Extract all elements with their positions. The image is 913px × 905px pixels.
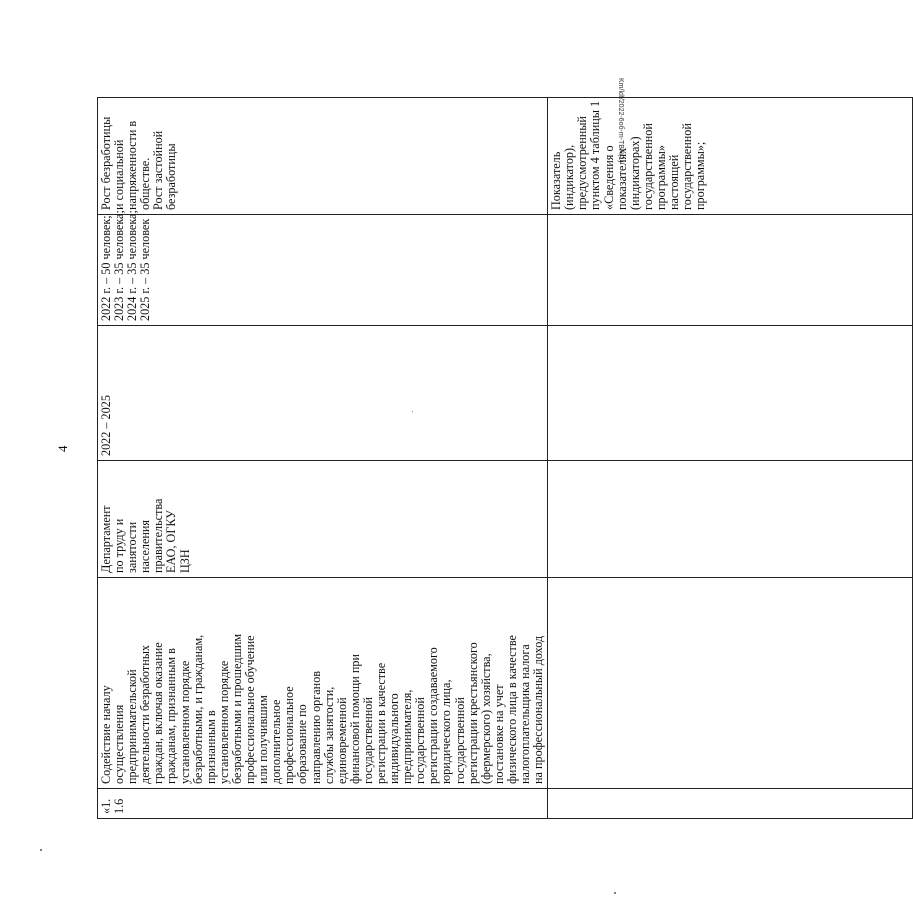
target-text-line: 2025 г. – 35 человек — [138, 218, 153, 321]
event-text-line: Содействие началу — [99, 685, 113, 784]
event-text-line: единовременной — [334, 697, 349, 784]
indicator-text-line: Показатель — [549, 151, 564, 210]
event-text-line: профессиональное — [282, 686, 297, 784]
executor-text-line: ЦЗН — [177, 549, 192, 573]
event-text-line: признанным в — [203, 710, 218, 784]
event-text-line: регистрации в качестве — [373, 662, 388, 784]
document-code: Km/ldf/2022-6oб-m-TBH(1) — [617, 78, 624, 163]
blank-cell — [548, 578, 913, 789]
event-text-line: деятельности безработных — [138, 645, 153, 784]
event-text-line: осуществления — [112, 704, 127, 784]
event-text-line: образование по — [295, 704, 310, 784]
indicator-text-line: государственной — [680, 123, 695, 210]
event-text-line: индивидуального — [387, 693, 402, 784]
scan-speck — [614, 892, 616, 894]
table-row-continuation — [548, 98, 913, 819]
event-text-line: безработными и прошедшим — [229, 633, 244, 784]
indicator-text-line: программы» — [653, 145, 668, 210]
executor-text-line: ЕАО, ОГКУ — [164, 510, 179, 573]
target-text-line: 2023 г. – 35 человека; — [112, 210, 127, 321]
event-text-line: государственной — [452, 697, 467, 784]
event-text-line: гражданам, признанным в — [164, 648, 179, 784]
event-text-line: или получившим — [256, 695, 271, 784]
indicator-text-line: показателях — [614, 147, 629, 210]
event-text-line: службы занятости, — [321, 686, 336, 784]
indicator-text-line: программы»; — [693, 141, 708, 210]
indicator-text-line: (индикатор), — [562, 144, 577, 210]
indicator-text-line: пунктом 4 таблицы 1 — [588, 100, 603, 210]
target-text-line: 2024 г. – 35 человека; — [125, 210, 140, 321]
page-number: 4 — [55, 445, 70, 452]
row-number: «1.1.6 — [99, 798, 127, 814]
executor-cell — [98, 461, 548, 578]
event-text-line: граждан, включая оказание — [151, 642, 166, 784]
consequences-text-line: безработицы — [164, 143, 179, 210]
consequences-cell — [98, 98, 548, 215]
event-text-line: постановке на учет — [491, 684, 506, 784]
event-text-line: предпринимателя, — [400, 689, 415, 784]
event-text-line: на профессиональный доход — [531, 635, 546, 784]
executor-text-line: занятости — [125, 521, 140, 573]
indicator-cell — [548, 98, 913, 215]
scan-speck — [412, 411, 413, 412]
indicator-text-line: предусмотренный — [575, 116, 590, 210]
event-text-line: предпринимательской — [125, 669, 140, 784]
event-text-line: направлению органов — [308, 670, 323, 784]
event-text-line: дополнительное — [269, 699, 284, 784]
indicator-text-line: настоящей — [667, 154, 682, 210]
event-text-line: безработными, и гражданам, — [190, 634, 205, 784]
row-number-cell — [98, 789, 548, 819]
target-cell — [98, 210, 548, 326]
consequences-text-line: и социальной — [112, 139, 127, 210]
period-cell — [98, 326, 548, 461]
scan-speck — [40, 849, 42, 851]
indicator-text-line: государственной — [640, 123, 655, 210]
executor-text-line: населения — [138, 519, 153, 573]
event-text-line: установленном порядке — [216, 660, 231, 784]
event-text-line: налогоплательщика налога — [518, 644, 532, 784]
consequences-text-line: Рост застойной — [151, 130, 166, 210]
event-text-line: государственной — [360, 697, 375, 784]
blank-cell — [548, 215, 913, 326]
event-cell — [98, 578, 548, 789]
indicator-text-line: (индикаторах) — [627, 136, 642, 210]
consequences-text-line: напряженности в — [125, 120, 140, 210]
event-text-line: регистрации создаваемого — [426, 647, 441, 784]
event-text-line: установленном порядке — [177, 660, 192, 784]
consequences-text-line: обществе. — [138, 157, 153, 210]
event-text-line: физического лица в качестве — [504, 635, 519, 784]
consequences-text-line: Рост безработицы — [99, 116, 113, 210]
measures-table — [97, 97, 913, 819]
blank-cell — [548, 326, 913, 461]
blank-cell — [548, 461, 913, 578]
event-text-line: юридического лица, — [439, 679, 454, 784]
event-text-line: (фермерского) хозяйства, — [478, 653, 493, 784]
blank-cell — [548, 789, 913, 819]
executor-text-line: по труду и — [112, 518, 127, 573]
event-text-line: профессиональное обучение — [243, 635, 258, 784]
indicator-text-line: «Сведения о — [601, 145, 616, 210]
target-text-line: 2022 г. – 50 человек; — [99, 215, 113, 321]
period-text: 2022 – 2025 — [99, 395, 113, 456]
event-text-line: государственной — [413, 697, 428, 784]
event-text-line: финансовой помощи при — [347, 654, 362, 784]
event-text-line: регистрации крестьянского — [465, 642, 480, 784]
table-row — [98, 98, 548, 819]
executor-text-line: правительства — [151, 498, 166, 573]
executor-text-line: Департамент — [99, 505, 113, 573]
